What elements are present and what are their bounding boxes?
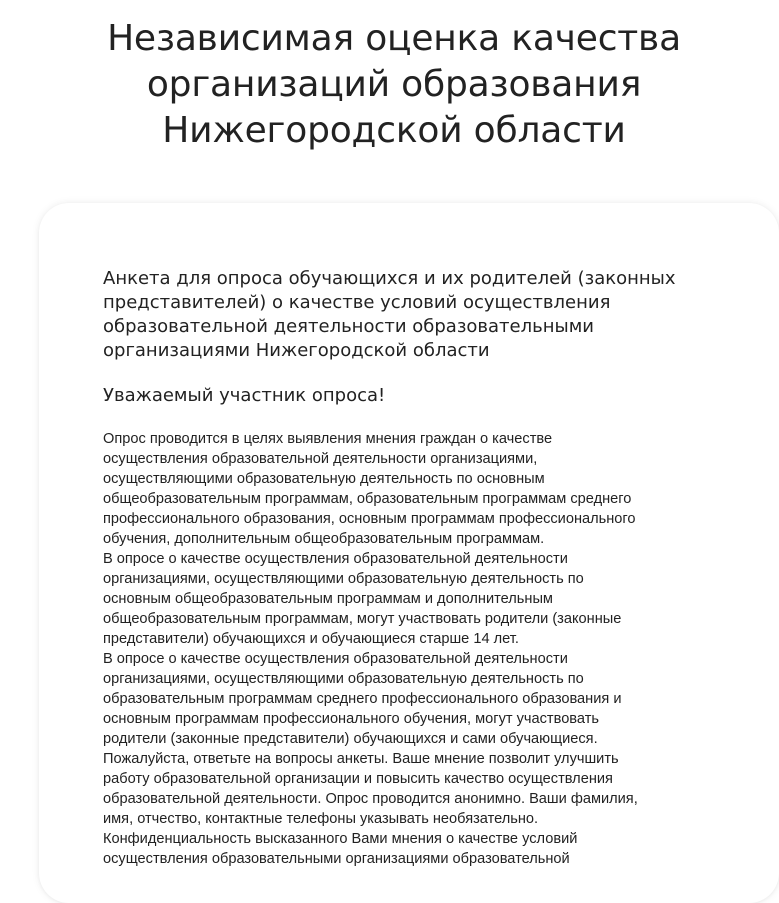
intro-text xyxy=(103,429,703,869)
form-header: Анкета для опроса обучающихся и их родителей (законных представителей) о качестве условий осуществления образовательной деятельности образовательными организациями Нижегородской области xyxy=(103,268,676,361)
intro-line: Конфиденциальность высказанного Вами мнения о качестве условий xyxy=(103,831,578,847)
intro-line: осуществления образовательной деятельности организациями, xyxy=(103,451,538,467)
greeting-heading: Уважаемый участник опроса! xyxy=(103,385,386,406)
intro-line: В опросе о качестве осуществления образовательной деятельности xyxy=(103,551,568,567)
intro-line: осуществляющими образовательную деятельность по основным xyxy=(103,471,545,487)
intro-line: Пожалуйста, ответьте на вопросы анкеты. Ваше мнение позволит улучшить xyxy=(103,751,619,767)
intro-line: организациями, осуществляющими образовательную деятельность по xyxy=(103,671,584,687)
intro-line: В опросе о качестве осуществления образовательной деятельности xyxy=(103,651,568,667)
intro-line: образовательной деятельности. Опрос проводится анонимно. Ваши фамилия, xyxy=(103,791,638,807)
intro-line: организациями, осуществляющими образовательную деятельность по xyxy=(103,571,584,587)
intro-line: работу образовательной организации и повысить качество осуществления xyxy=(103,771,613,787)
intro-line: осуществления образовательными организациями образовательной xyxy=(103,851,570,867)
intro-line: родители (законные представители) обучающихся и сами обучающиеся. xyxy=(103,731,598,747)
intro-line: Опрос проводится в целях выявления мнения граждан о качестве xyxy=(103,431,553,447)
intro-line: обучения, дополнительным общеобразовательным программам. xyxy=(103,531,545,547)
page-title: Независимая оценка качества организаций образования Нижегородской области xyxy=(107,18,681,151)
intro-line: общеобразовательным программам, могут участвовать родители (законные xyxy=(103,611,622,627)
intro-line: образовательным программам среднего профессионального образования и xyxy=(103,691,622,707)
intro-line: представители) обучающихся и обучающиеся старше 14 лет. xyxy=(103,631,519,647)
intro-line: профессионального образования, основным программам профессионального xyxy=(103,511,636,527)
intro-line: основным общеобразовательным программам и дополнительным xyxy=(103,591,553,607)
intro-line: основным программам профессионального обучения, могут участвовать xyxy=(103,711,599,727)
intro-line: имя, отчество, контактные телефоны указывать необязательно. xyxy=(103,811,539,827)
intro-line: общеобразовательным программам, образовательным программам среднего xyxy=(103,491,632,507)
